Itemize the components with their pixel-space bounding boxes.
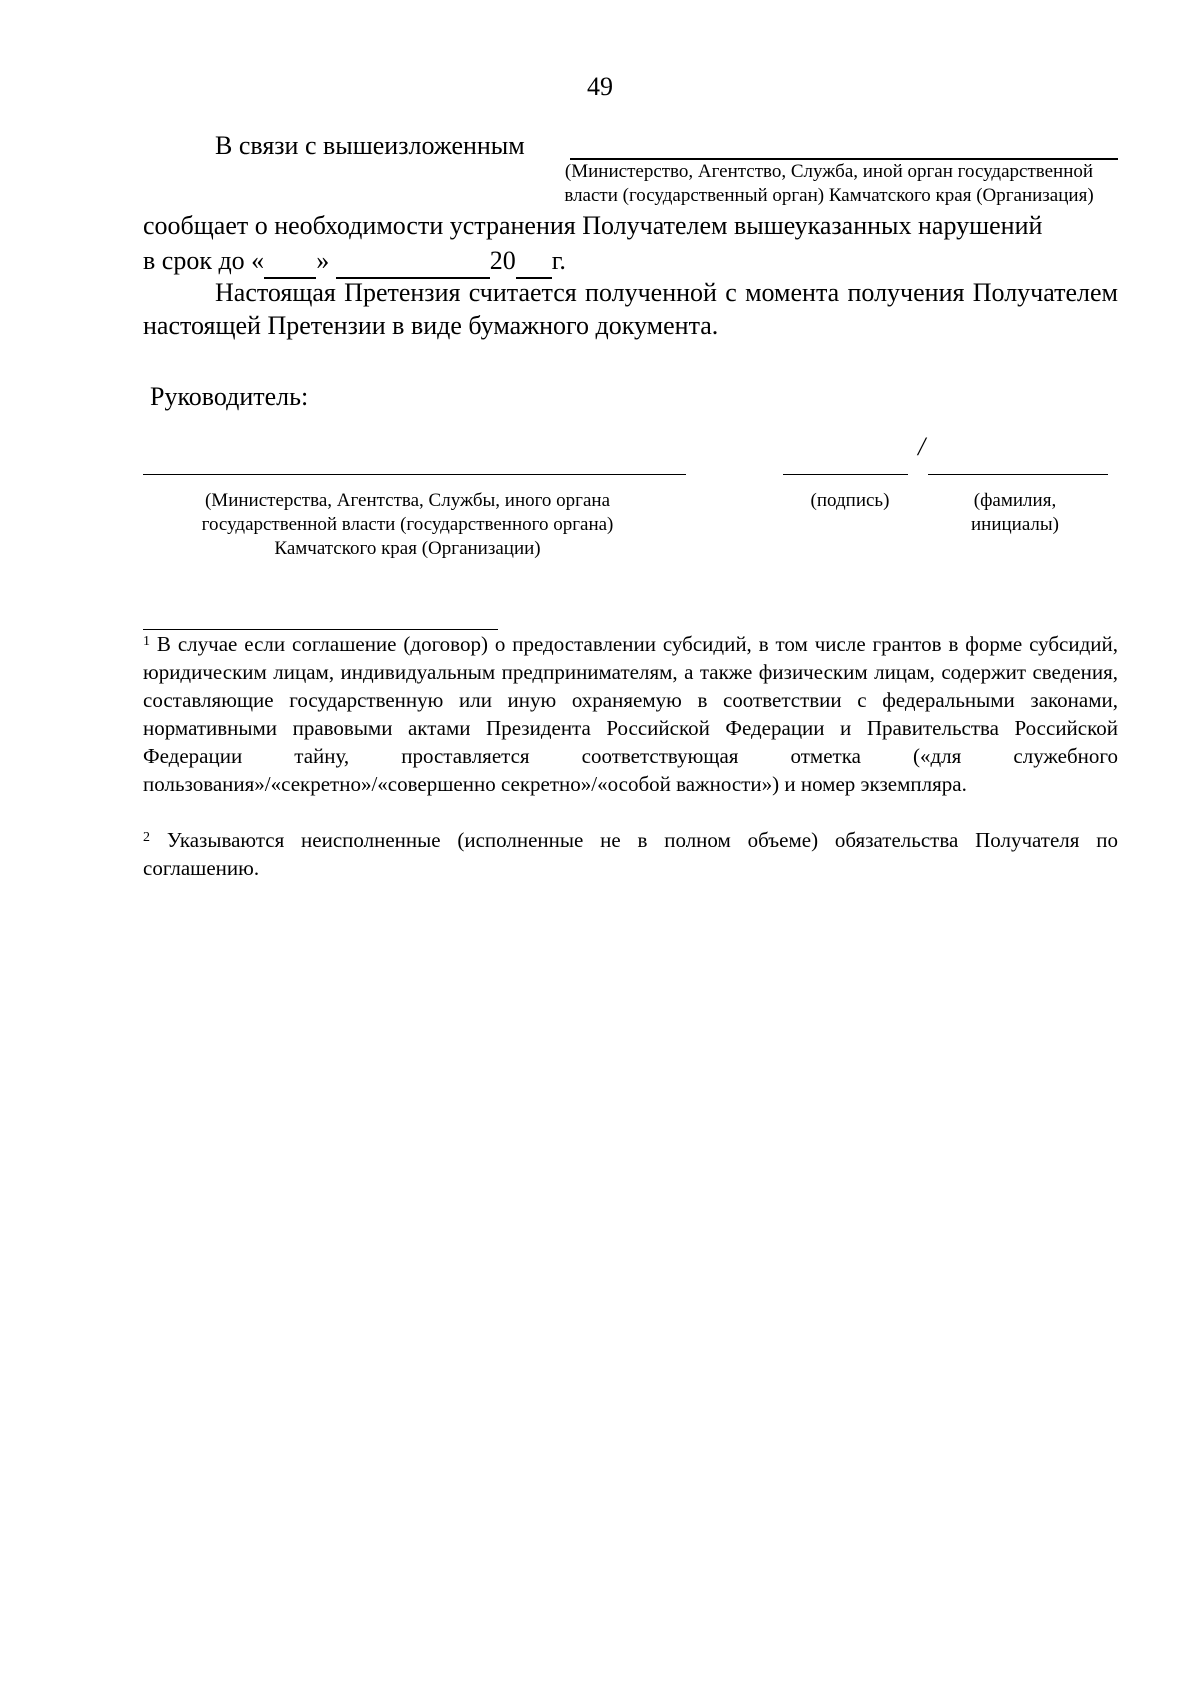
- paragraph-deadline: [143, 244, 566, 279]
- intro-lead: В связи с вышеизложенным: [215, 131, 525, 160]
- deadline-prefix: в срок до «: [143, 246, 265, 275]
- name-caption: (фамилия, инициалы): [970, 490, 1059, 535]
- footnote-mark: 1: [143, 634, 150, 649]
- footnote-text: В случае если соглашение (договор) о предоставлении субсидий, в том числе грантов в форме субсидий, юридическим лицам, индивидуальным предпринимателям, а также физическим лицам, содержит сведения, составляющие государственную или иную охраняемую в соответствии с федеральными законами, нормативными правовыми актами Президента Российской Федерации и Правительства Российской Федерации тайну, проставляется соответствующая отметка («для служебного пользования»/«секретно»/«совершенно секретно»/«особой важности») и номер экземпляра.: [143, 632, 1119, 796]
- day-blank: [264, 244, 316, 279]
- organization-signature-caption: (Министерства, Агентства, Службы, иного органа государственной власти (государственного органа) Камчатского края (Организации): [201, 490, 614, 559]
- signature-line: [783, 474, 908, 475]
- organization-signature-line: [143, 474, 686, 475]
- footnote-2: [143, 826, 1118, 882]
- year-blank: [516, 244, 552, 279]
- month-blank: [336, 244, 490, 279]
- head-label: Руководитель:: [150, 382, 309, 411]
- deadline-mid: »: [316, 246, 330, 275]
- deadline-suffix: г.: [551, 246, 566, 275]
- organization-caption: (Министерство, Агентство, Служба, иной орган государственной власти (государственный орган) Камчатского края (Организация): [564, 161, 1094, 206]
- footnote-1: [143, 630, 1118, 798]
- footnote-mark: 2: [143, 830, 150, 845]
- deadline-year: 20: [489, 246, 516, 275]
- footnote-text: Указываются неисполненные (исполненные не в полном объеме) обязательства Получателя по соглашению.: [143, 828, 1118, 880]
- name-line: [928, 474, 1108, 475]
- signature-slash: /: [918, 432, 926, 461]
- signature-caption: (подпись): [810, 490, 890, 511]
- paragraph-receipt: Настоящая Претензия считается полученной с момента получения Получателем настоящей Претензии в виде бумажного документа.: [143, 278, 1118, 340]
- page-number: 49: [587, 72, 613, 101]
- paragraph-notice: сообщает о необходимости устранения Получателем вышеуказанных нарушений: [143, 211, 1043, 240]
